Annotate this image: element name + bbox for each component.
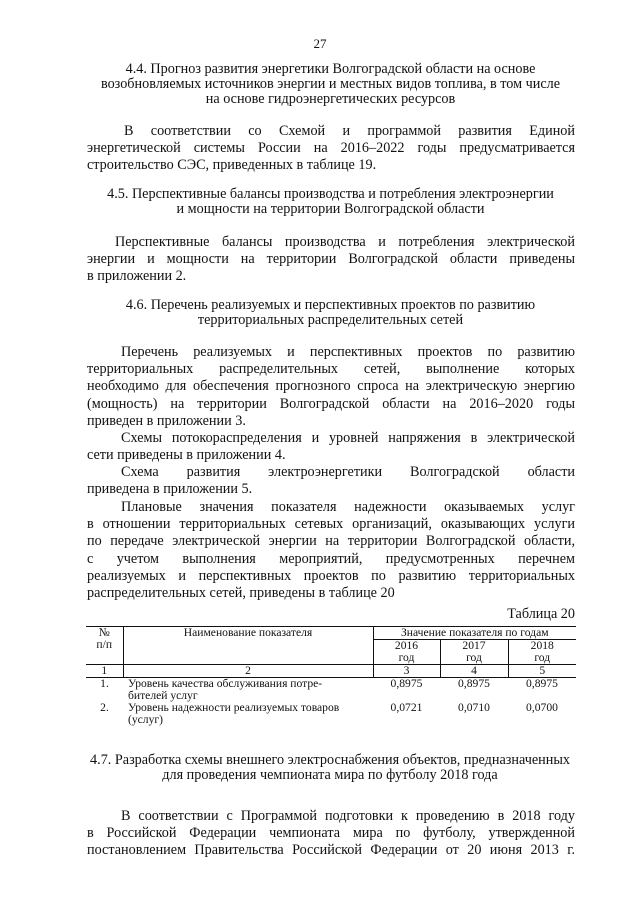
index-cell: 3 <box>373 665 440 678</box>
index-cell: 5 <box>508 665 576 678</box>
text-line: приведена в приложении 5. <box>87 481 253 498</box>
text-line: в отношении территориальных сетевых организаций, оказывающих услуги <box>87 516 575 533</box>
text-line: Схема развития электроэнергетики Волгоградской области <box>121 464 575 480</box>
text-line: Схемы потокораспределения и уровней напряжения в электрической <box>121 430 575 446</box>
text-line: В соответствии со Схемой и программой развития Единой <box>124 123 575 139</box>
table-row <box>86 678 576 703</box>
text-line: энергии и мощности на территории Волгоградской области приведены <box>87 251 575 268</box>
row-value-2018: 0,0700 <box>526 701 558 714</box>
heading-line: возобновляемых источников энергии и местных видов топлива, в том числе <box>100 76 561 92</box>
column-header-number: № п/п <box>86 627 123 665</box>
text-line: распределительных сетей, приведены в таблице 20 <box>87 585 395 602</box>
section-4-7-paragraph <box>87 808 575 860</box>
section-4-4-heading <box>88 62 573 107</box>
column-header-name: Наименование показателя <box>123 627 373 665</box>
row-value-2016: 0,0721 <box>390 701 423 714</box>
text-line: реализуемых и перспективных проектов по развитию территориальных <box>87 567 575 584</box>
section-4-5-heading <box>88 187 573 217</box>
column-group-header: Значение показателя по годам <box>373 627 576 640</box>
section-4-7-heading <box>80 753 580 783</box>
section-4-4-paragraph <box>87 123 575 175</box>
text-line: энергетической системы России на 2016–2022 годы предусматривается <box>87 140 575 157</box>
heading-line: 4.7. Разработка схемы внешнего электроснабжения объектов, предназначенных <box>90 752 570 768</box>
column-header-year: 2017 год <box>440 640 508 665</box>
text-line: Перспективные балансы производства и потребления электрической <box>115 234 575 250</box>
row-number: 1. <box>100 677 109 690</box>
table-20 <box>86 626 576 726</box>
text-line: необходимо для обеспечения прогнозного спроса на электрическую энергию <box>87 378 575 395</box>
row-value-2016: 0,8975 <box>390 677 423 690</box>
row-indicator-name: Уровень качества обслуживания потре- бителей услуг <box>128 677 323 702</box>
section-4-6-heading <box>88 298 573 328</box>
row-value-2017: 0,0710 <box>458 701 490 714</box>
text-line: Перечень реализуемых и перспективных проектов по развитию <box>121 344 575 360</box>
text-line: территориальных распределительных сетей, выполнение которых <box>87 361 575 378</box>
table-caption: Таблица 20 <box>507 606 575 622</box>
section-4-6-paragraph-3 <box>87 464 575 498</box>
text-line: приведен в приложении 3. <box>87 412 246 429</box>
text-line: постановлением Правительства Российской Федерации от 20 июня 2013 г. <box>87 842 575 859</box>
heading-line: 4.4. Прогноз развития энергетики Волгоградской области на основе <box>125 61 536 77</box>
heading-line: 4.5. Перспективные балансы производства и потребления электроэнергии <box>107 186 554 202</box>
index-cell: 2 <box>123 665 373 678</box>
section-4-5-paragraph <box>87 234 575 286</box>
heading-line: для проведения чемпионата мира по футболу 2018 года <box>162 767 498 783</box>
heading-line: и мощности на территории Волгоградской области <box>176 201 485 217</box>
row-indicator-name: Уровень надежности реализуемых товаров (услуг) <box>128 701 340 726</box>
row-number: 2. <box>100 701 109 714</box>
text-line: по передаче электрической энергии на территории Волгоградской области, <box>87 533 575 550</box>
text-line: В соответствии с Программой подготовки к проведению в 2018 году <box>121 808 575 824</box>
heading-line: территориальных распределительных сетей <box>197 312 464 328</box>
section-4-6-paragraph-4 <box>87 499 575 602</box>
row-value-2017: 0,8975 <box>458 677 490 690</box>
text-line: (мощность) на территории Волгоградской области на 2016–2020 годы <box>87 395 575 412</box>
section-4-6-paragraph-2 <box>87 430 575 464</box>
text-line: Плановые значения показателя надежности оказываемых услуг <box>121 499 575 515</box>
row-value-2018: 0,8975 <box>526 677 558 690</box>
section-4-6-paragraph-1 <box>87 344 575 430</box>
text-line: с учетом выполнения мероприятий, предусмотренных перечнем <box>87 550 575 567</box>
heading-line: на основе гидроэнергетических ресурсов <box>205 91 456 107</box>
text-line: в приложении 2. <box>87 268 187 285</box>
text-line: строительство СЭС, приведенных в таблице 19. <box>87 157 377 174</box>
text-line: сети приведены в приложении 4. <box>87 447 286 464</box>
column-header-year: 2018 год <box>530 639 554 664</box>
index-cell: 1 <box>86 665 123 678</box>
text-line: в Российской Федерации чемпионата мира по футболу, утвержденной <box>87 825 575 842</box>
index-cell: 4 <box>440 665 508 678</box>
page-number: 27 <box>313 36 327 51</box>
heading-line: 4.6. Перечень реализуемых и перспективных проектов по развитию <box>125 297 536 313</box>
column-header-year: 2016 год <box>373 640 440 665</box>
table-row <box>86 702 576 726</box>
